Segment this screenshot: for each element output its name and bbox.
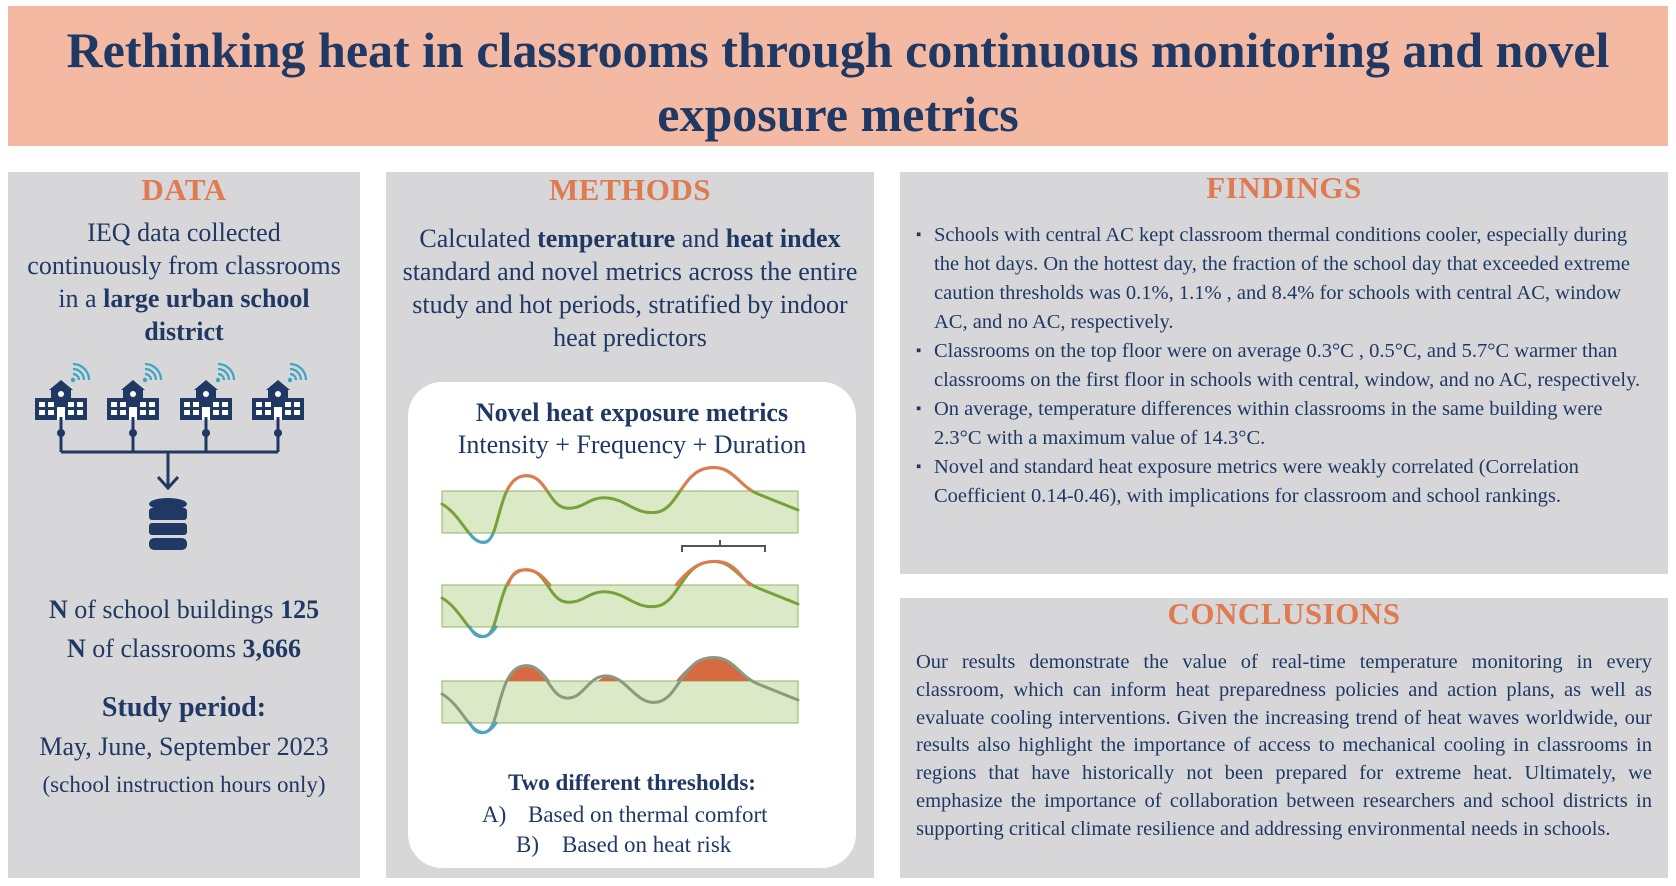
connector-lines	[61, 417, 278, 487]
findings-heading: FINDINGS	[1206, 170, 1362, 205]
duration-curve	[442, 657, 798, 732]
data-panel	[8, 172, 360, 878]
threshold-a-text: Based on thermal comfort	[528, 802, 768, 827]
metrics-title: Novel heat exposure metrics	[475, 398, 789, 427]
data-description: IEQ data collected continuously from classrooms in a large urban school district	[27, 218, 341, 346]
intensity-curve	[442, 468, 798, 543]
data-collection-diagram	[8, 362, 360, 582]
methods-panel	[386, 172, 874, 878]
school-building-icon	[107, 380, 159, 420]
duration-bracket	[682, 546, 765, 552]
wifi-signal-icon	[71, 364, 89, 382]
school-building-icon	[180, 380, 232, 420]
metrics-curves-diagram	[408, 466, 856, 756]
page-title: Rethinking heat in classrooms through continuous monitoring and novel exposure metrics	[66, 22, 1610, 142]
conclusions-panel	[900, 598, 1668, 878]
school-building-icon	[35, 380, 87, 420]
finding-item: ▪ Classrooms on the top floor were on average 0.3°C , 0.5°C, and 5.7°C warmer than classrooms on the first floor in schools with central, window, and no AC, respectively.	[916, 340, 1641, 391]
data-heading: DATA	[141, 172, 227, 207]
frequency-curve	[442, 540, 798, 637]
wifi-signal-icon	[216, 364, 234, 382]
finding-item: ▪ Novel and standard heat exposure metrics were weakly correlated (Correlation Coefficient 0.14-0.46), with implications for classroom and school rankings.	[916, 456, 1579, 507]
wifi-signal-icon	[288, 364, 306, 382]
metrics-card	[408, 382, 856, 868]
school-buildings-count: N of school buildings 125	[48, 595, 320, 624]
study-period-heading: Study period:	[101, 692, 267, 723]
conclusions-text: Our results demonstrate the value of real-time temperature monitoring in every classroom, which can inform heat preparedness policies and action plans, as well as evaluate cooling interventions. Given the increasing trend of heat waves worldwide, our results also highlight the importance of access to mechanical cooling in classrooms in regions that have historically not been prepared for extreme heat. Ultimately, we emphasize the importance of collaboration between researchers and school districts in supporting critical climate resilience and addressing environmental needs in schools.	[916, 651, 1652, 840]
threshold-b-text: Based on heat risk	[562, 832, 732, 857]
title-banner	[8, 6, 1668, 146]
classrooms-count: N of classrooms 3,666	[67, 634, 301, 663]
methods-heading: METHODS	[549, 172, 711, 207]
metrics-subtitle: Intensity + Frequency + Duration	[457, 430, 807, 459]
study-period-months: May, June, September 2023	[39, 732, 329, 761]
findings-list	[916, 221, 1654, 511]
school-building-icon	[252, 380, 304, 420]
thresholds-title: Two different thresholds:	[508, 770, 756, 795]
methods-description: Calculated temperature and heat index standard and novel metrics across the entire study and hot periods, stratified by indoor heat predictors	[402, 224, 858, 352]
study-period-note: (school instruction hours only)	[42, 772, 326, 797]
wifi-signal-icon	[143, 364, 161, 382]
finding-item: ▪ Schools with central AC kept classroom thermal conditions cooler, especially during the hot days. On the hottest day, the fraction of the school day that exceeded extreme caution thresholds was 0.1%, 1.1% , and 8.4% for schools with central AC, window AC, and no AC, respectively.	[916, 224, 1630, 333]
conclusions-heading: CONCLUSIONS	[1167, 596, 1401, 631]
finding-item: ▪ On average, temperature differences within classrooms in the same building were 2.3°C with a maximum value of 14.3°C.	[916, 398, 1603, 449]
database-icon	[149, 498, 187, 550]
findings-panel	[900, 172, 1668, 574]
threshold-a-label: A)	[482, 802, 507, 827]
threshold-b-label: B)	[516, 832, 539, 857]
